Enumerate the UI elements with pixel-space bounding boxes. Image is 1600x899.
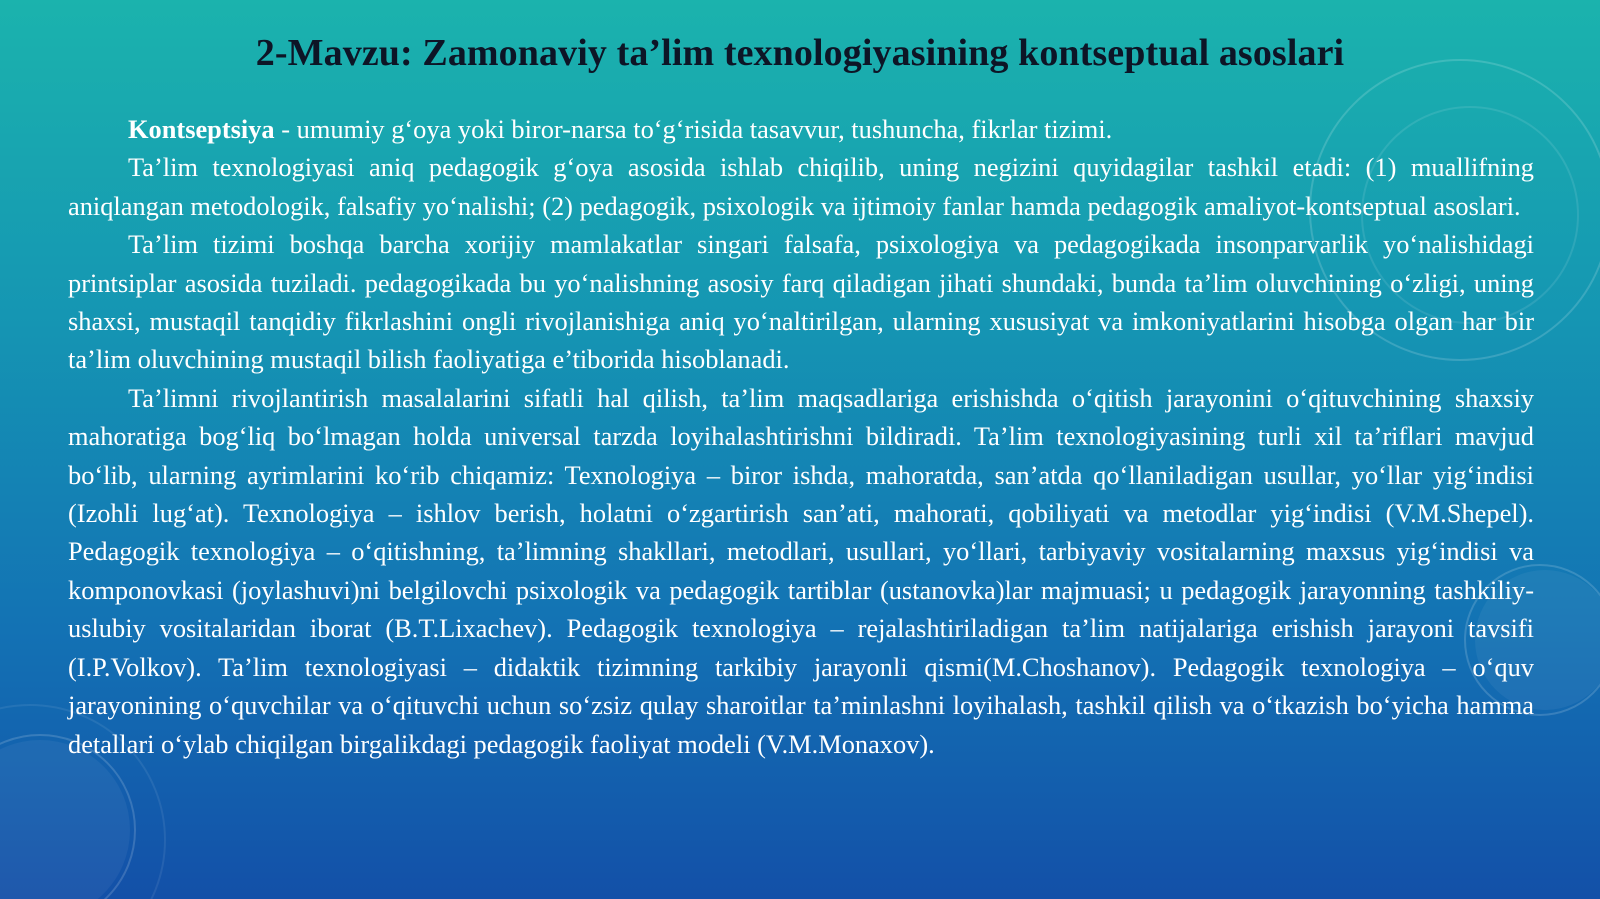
definition-text: umumiy g‘oya yoki biror-narsa to‘g‘risida tasavvur, tushuncha, fikrlar tizimi. [296, 114, 1113, 144]
body-paragraph-1: Ta’lim texnologiyasi aniq pedagogik g‘oya asosida ishlab chiqilib, uning negizini quyidagilar tashkil etadi: (1) muallifning aniqlangan metodologik, falsafiy yo‘nalishi; (2) pedagogik, psixologik va ijtimoiy fanlar hamda pedagogik amaliyot-kontseptual asoslari. [68, 152, 1534, 221]
slide-body [68, 110, 1534, 763]
definition-term: Kontseptsiya [128, 114, 275, 144]
definition-separator: - [274, 114, 297, 144]
body-paragraph-2: Ta’lim tizimi boshqa barcha xorijiy mamlakatlar singari falsafa, psixologiya va pedagogikada insonparvarlik yo‘nalishidagi printsiplar asosida tuziladi. pedagogikada bu yo‘nalishning asosiy farq qiladigan jihati shundaki, bunda ta’lim oluvchining o‘zligi, uning shaxsi, mustaqil tanqidiy fikrlashini ongli rivojlanishiga aniq yo‘naltirilgan, ularning xususiyat va imkoniyatlarini hisobga olgan har bir ta’lim oluvchining mustaqil bilish faoliyatiga e’tiborida hisoblanadi. [68, 229, 1534, 375]
body-paragraph-3: Ta’limni rivojlantirish masalalarini sifatli hal qilish, ta’lim maqsadlariga erishishda o‘qitish jarayonini o‘qituvchining shaxsiy mahoratiga bog‘liq bo‘lmagan holda universal tarzda loyihalashtirishni bildiradi. Ta’lim texnologiyasining turli xil ta’riflari mavjud bo‘lib, ularning ayrimlarini ko‘rib chiqamiz: Texnologiya – biror ishda, mahoratda, san’atda qo‘llaniladigan usullar, yo‘llar yig‘indisi (Izohli lug‘at). Texnologiya – ishlov berish, holatni o‘zgartirish san’ati, mahorati, qobiliyati va metodlar yig‘indisi (V.M.Shepel). Pedagogik texnologiya – o‘qitishning, ta’limning shakllari, metodlari, usullari, yo‘llari, tarbiyaviy vositalarning maxsus yig‘indisi va komponovkasi (joylashuvi)ni belgilovchi psixologik va pedagogik tartiblar (ustanovka)lar majmuasi; u pedagogik jarayonning tashkiliy-uslubiy vositalaridan iborat (B.T.Lixachev). Pedagogik texnologiya – rejalashtiriladigan ta’lim natijalariga erishish jarayoni tavsifi (I.P.Volkov). Ta’lim texnologiyasi – didaktik tizimning tarkibiy jarayonli qismi(M.Choshanov). Pedagogik texnologiya – o‘quv jarayonining o‘quvchilar va o‘qituvchi uchun so‘zsiz qulay sharoitlar ta’minlashni loyihalash, tashkil qilish va o‘tkazish bo‘yicha hamma detallari o‘ylab chiqilgan birgalikdagi pedagogik faoliyat modeli (V.M.Monaxov). [68, 382, 1534, 759]
definition-paragraph [68, 110, 1534, 148]
slide-title: 2-Mavzu: Zamonaviy ta’lim texnologiyasining kontseptual asoslari [255, 32, 1345, 74]
